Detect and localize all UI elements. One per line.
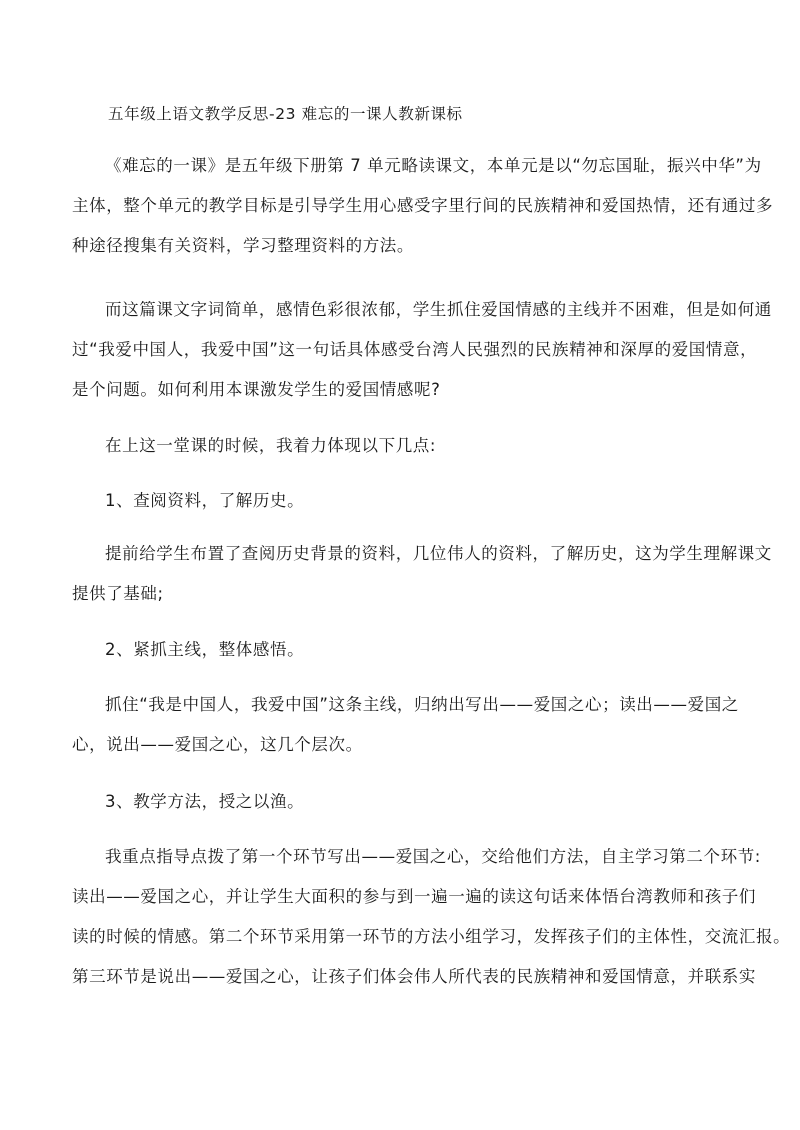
paragraph-4-line-2: 提供了基础; — [72, 584, 164, 603]
paragraph-5-line-2: 心，说出——爱国之心，这几个层次。 — [72, 735, 363, 754]
paragraph-1-line-3: 种途径搜集有关资料，学习整理资料的方法。 — [72, 236, 414, 255]
paragraph-3: 在上这一堂课的时候，我着力体现以下几点: — [105, 436, 437, 455]
paragraph-1-line-2: 主体，整个单元的教学目标是引导学生用心感受字里行间的民族精神和爱国热情，还有通过多 — [72, 196, 774, 215]
paragraph-6-line-4: 第三环节是说出——爱国之心，让孩子们体会伟人所代表的民族精神和爱国情意，并联系实 — [72, 967, 756, 986]
document-title: 五年级上语文教学反思-23 难忘的一课人教新课标 — [108, 105, 463, 123]
paragraph-6-line-1: 我重点指导点拨了第一个环节写出——爱国之心，交给他们方法，自主学习第二个环节: — [105, 847, 761, 866]
paragraph-6-line-3: 读的时候的情感。第二个环节采用第一环节的方法小组学习，发挥孩子们的主体性，交流汇报。 — [72, 927, 791, 946]
heading-1: 1、查阅资料，了解历史。 — [105, 491, 305, 510]
paragraph-2-line-2: 过“我爱中国人，我爱中国”这一句话具体感受台湾人民强烈的民族精神和深厚的爱国情意， — [72, 340, 758, 359]
paragraph-2-line-1: 而这篇课文字词简单，感情色彩很浓郁，学生抓住爱国情感的主线并不困难，但是如何通 — [105, 300, 772, 319]
heading-3: 3、教学方法，授之以渔。 — [105, 792, 305, 811]
paragraph-1-line-1: 《难忘的一课》是五年级下册第 7 单元略读课文，本单元是以“勿忘国耻，振兴中华”为 — [105, 156, 762, 175]
paragraph-4-line-1: 提前给学生布置了查阅历史背景的资料，几位伟人的资料，了解历史，这为学生理解课文 — [105, 544, 772, 563]
paragraph-2-line-3: 是个问题。如何利用本课激发学生的爱国情感呢? — [72, 380, 441, 399]
paragraph-5-line-1: 抓住“我是中国人，我爱中国”这条主线，归纳出写出——爱国之心；读出——爱国之 — [105, 695, 739, 714]
heading-2: 2、紧抓主线，整体感悟。 — [105, 640, 305, 659]
paragraph-6-line-2: 读出——爱国之心，并让学生大面积的参与到一遍一遍的读这句话来体悟台湾教师和孩子们 — [72, 887, 756, 906]
